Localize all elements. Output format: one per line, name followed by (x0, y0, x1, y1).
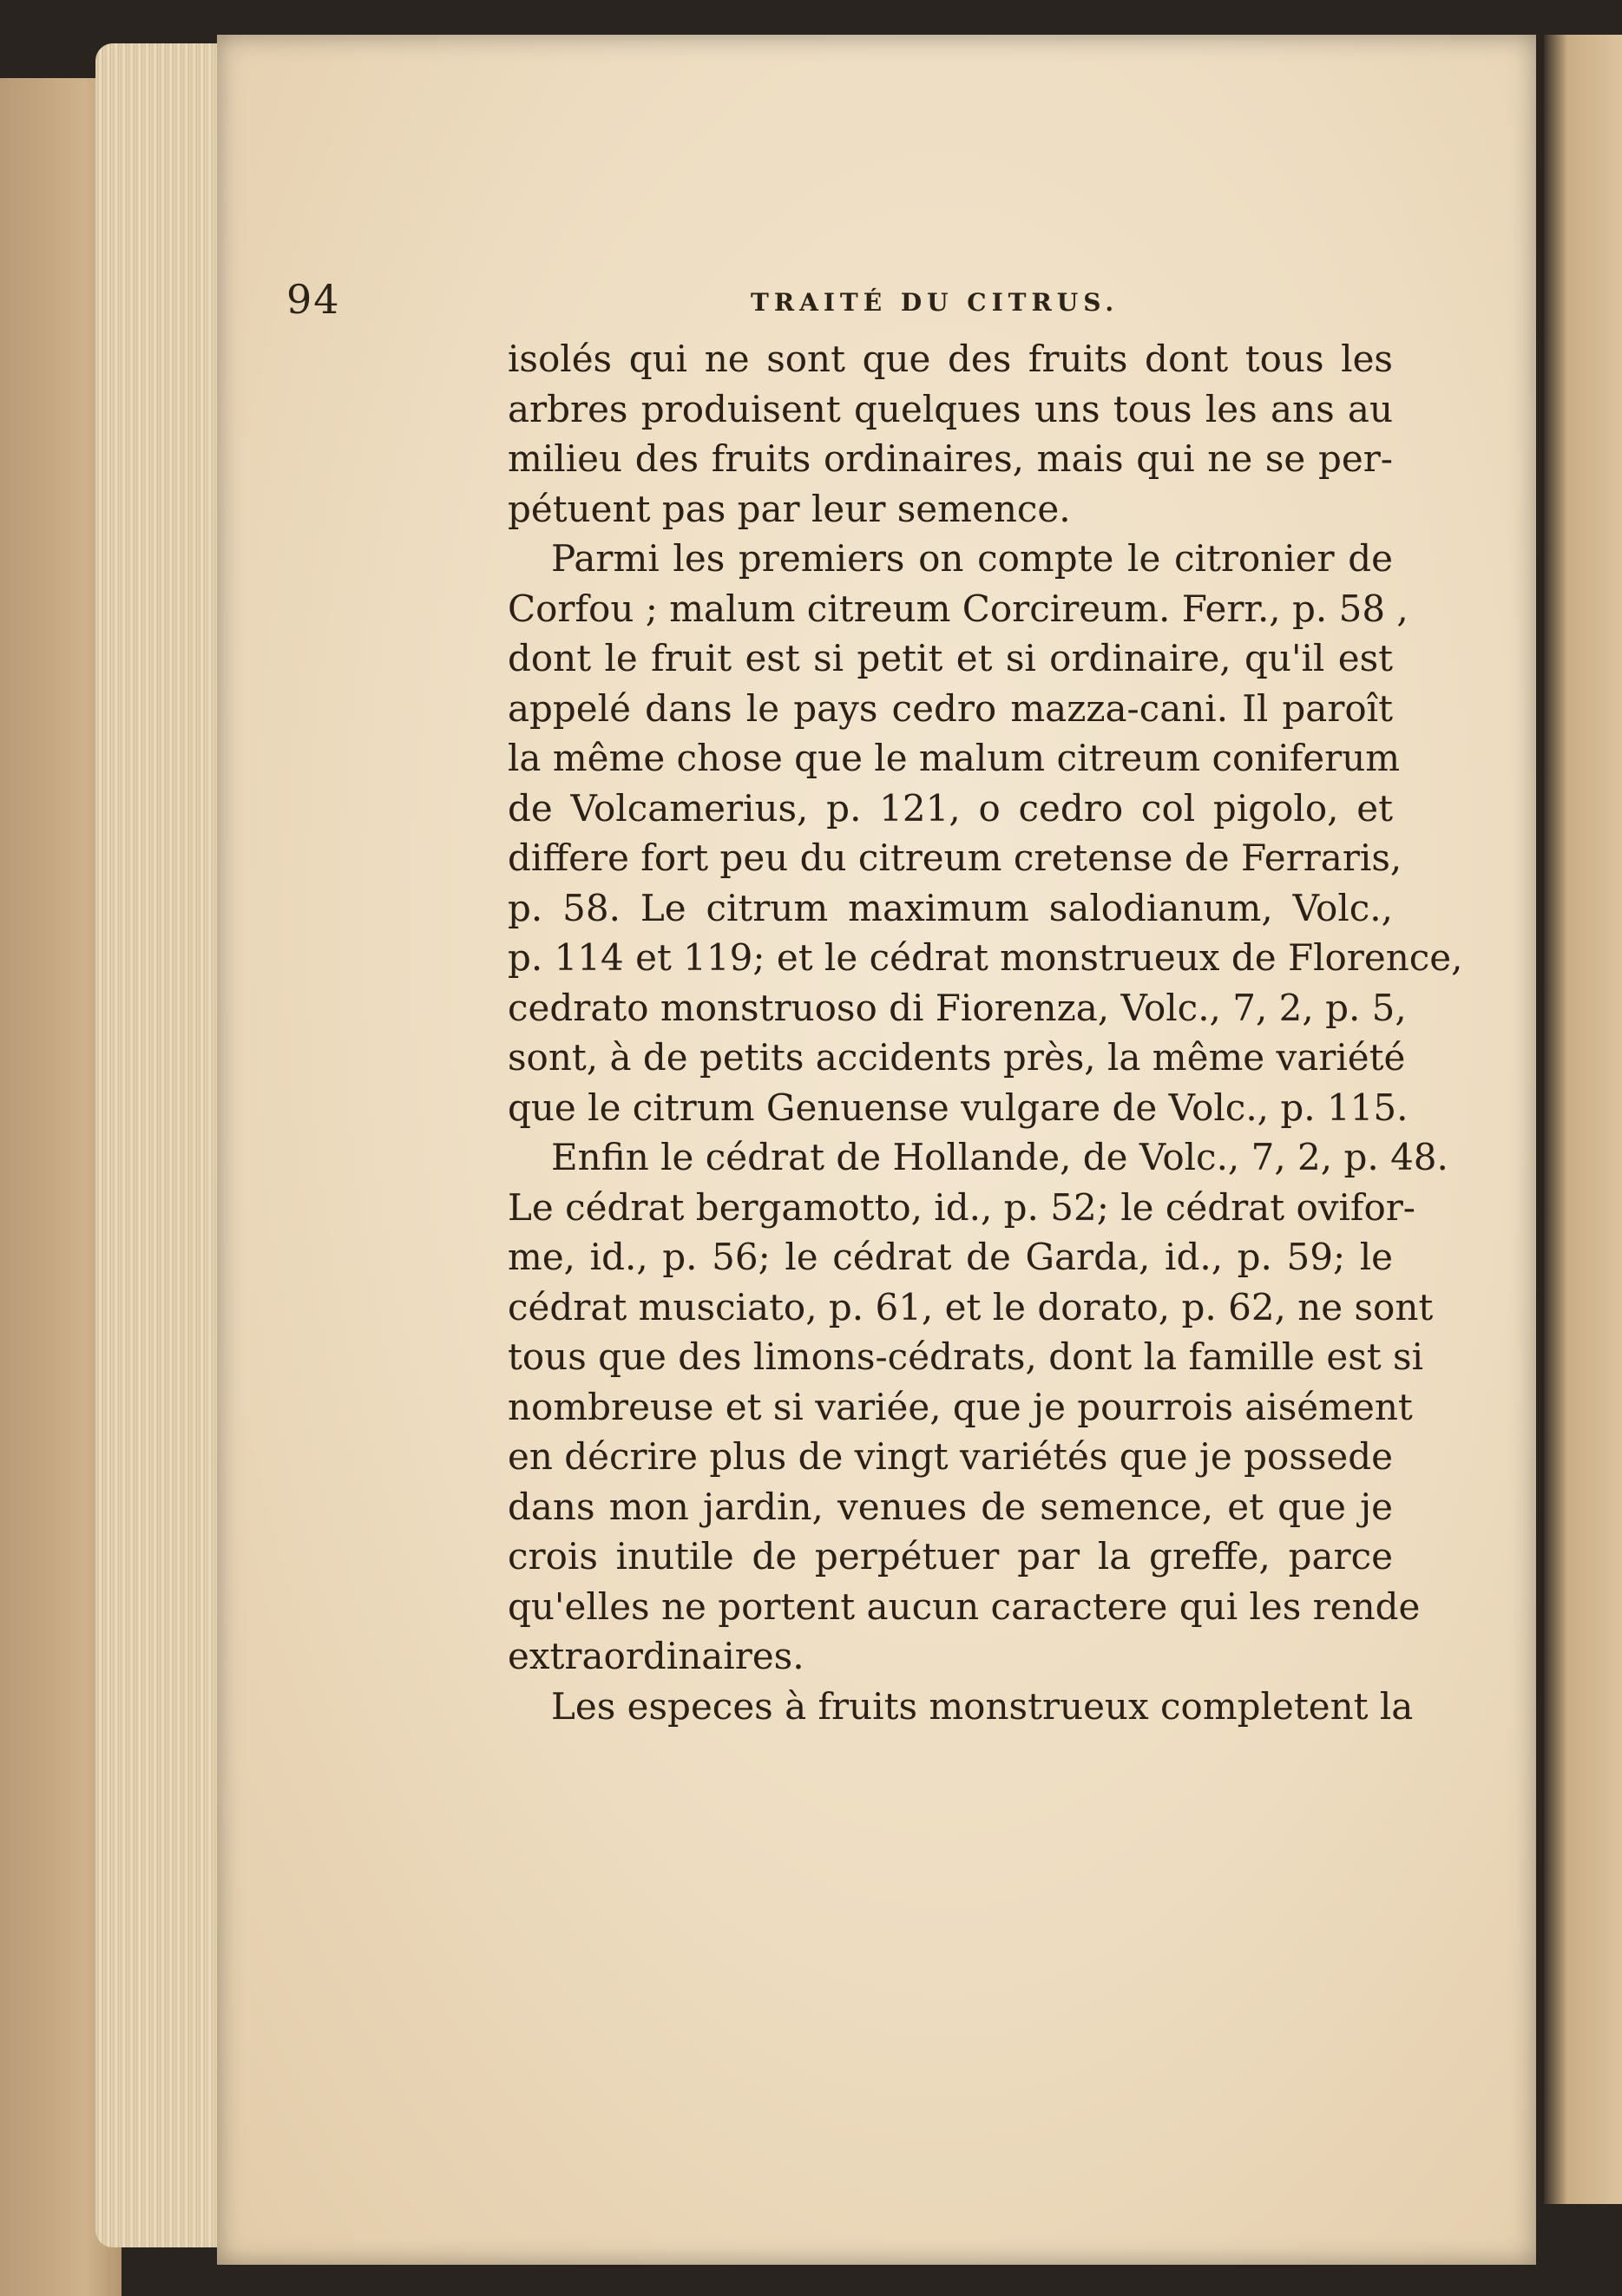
text-line: cedrato monstruoso di Fiorenza, Volc., 7, 2, p. 5, (508, 986, 1407, 1029)
text-line: crois inutile de perpétuer par la greffe, parce (508, 1535, 1393, 1578)
body-text (508, 334, 1463, 1731)
text-line: p. 114 et 119; et le cédrat monstrueux de Florence, (508, 936, 1463, 979)
book-page-edges (95, 43, 234, 2247)
paragraph-4 (508, 1682, 1414, 1732)
paragraph-2 (508, 534, 1463, 1132)
text-line: la même chose que le malum citreum coniferum (508, 737, 1401, 779)
page-header (286, 276, 1415, 328)
paragraph-1 (508, 334, 1393, 534)
text-line: Le cédrat bergamotto, id., p. 52; le cédrat ovifor- (508, 1185, 1416, 1229)
text-line: Les especes à fruits monstrueux completent la (551, 1684, 1414, 1728)
text-line: Parmi les premiers on compte le citronier de (551, 537, 1393, 580)
text-line: sont, à de petits accidents près, la même variété (508, 1036, 1406, 1079)
text-line: extraordinaires. (508, 1635, 804, 1677)
text-line: dont le fruit est si petit et si ordinaire, qu'il est (508, 637, 1393, 679)
text-line: Enfin le cédrat de Hollande, de Volc., 7, 2, p. 48. (551, 1136, 1448, 1178)
text-line: arbres produisent quelques uns tous les ans au (508, 387, 1393, 430)
text-line: en décrire plus de vingt variétés que je possede (508, 1435, 1394, 1478)
text-line: qu'elles ne portent aucun caractere qui les rende (508, 1584, 1421, 1628)
text-line: differe fort peu du citreum cretense de Ferraris, (508, 836, 1402, 879)
text-line: milieu des fruits ordinaires, mais qui ne se per- (508, 437, 1393, 480)
text-line: de Volcamerius, p. 121, o cedro col pigolo, et (508, 786, 1393, 830)
paragraph-3 (508, 1132, 1448, 1682)
text-line: appelé dans le pays cedro mazza-cani. Il paroît (508, 686, 1393, 730)
text-line: cédrat musciato, p. 61, et le dorato, p. 62, ne sont (508, 1285, 1434, 1328)
text-line: me, id., p. 56; le cédrat de Garda, id., p. 59; le (508, 1236, 1393, 1278)
text-line: nombreuse et si variée, que je pourrois aisément (508, 1385, 1413, 1428)
text-line: p. 58. Le citrum maximum salodianum, Volc., (508, 886, 1393, 929)
text-line: isolés qui ne sont que des fruits dont tous les (508, 338, 1393, 380)
text-line: Corfou ; malum citreum Corcireum. Ferr., p. 58 , (508, 587, 1409, 630)
text-line: tous que des limons-cédrats, dont la famille est si (508, 1335, 1424, 1378)
running-head: TRAITÉ DU CITRUS. (751, 288, 1120, 317)
text-line: pétuent pas par leur semence. (508, 487, 1071, 530)
text-line: que le citrum Genuense vulgare de Volc., p. 115. (508, 1086, 1409, 1129)
page-number: 94 (286, 276, 341, 323)
book-right-edge (1544, 35, 1622, 2204)
text-line: dans mon jardin, venues de semence, et que je (508, 1485, 1393, 1528)
